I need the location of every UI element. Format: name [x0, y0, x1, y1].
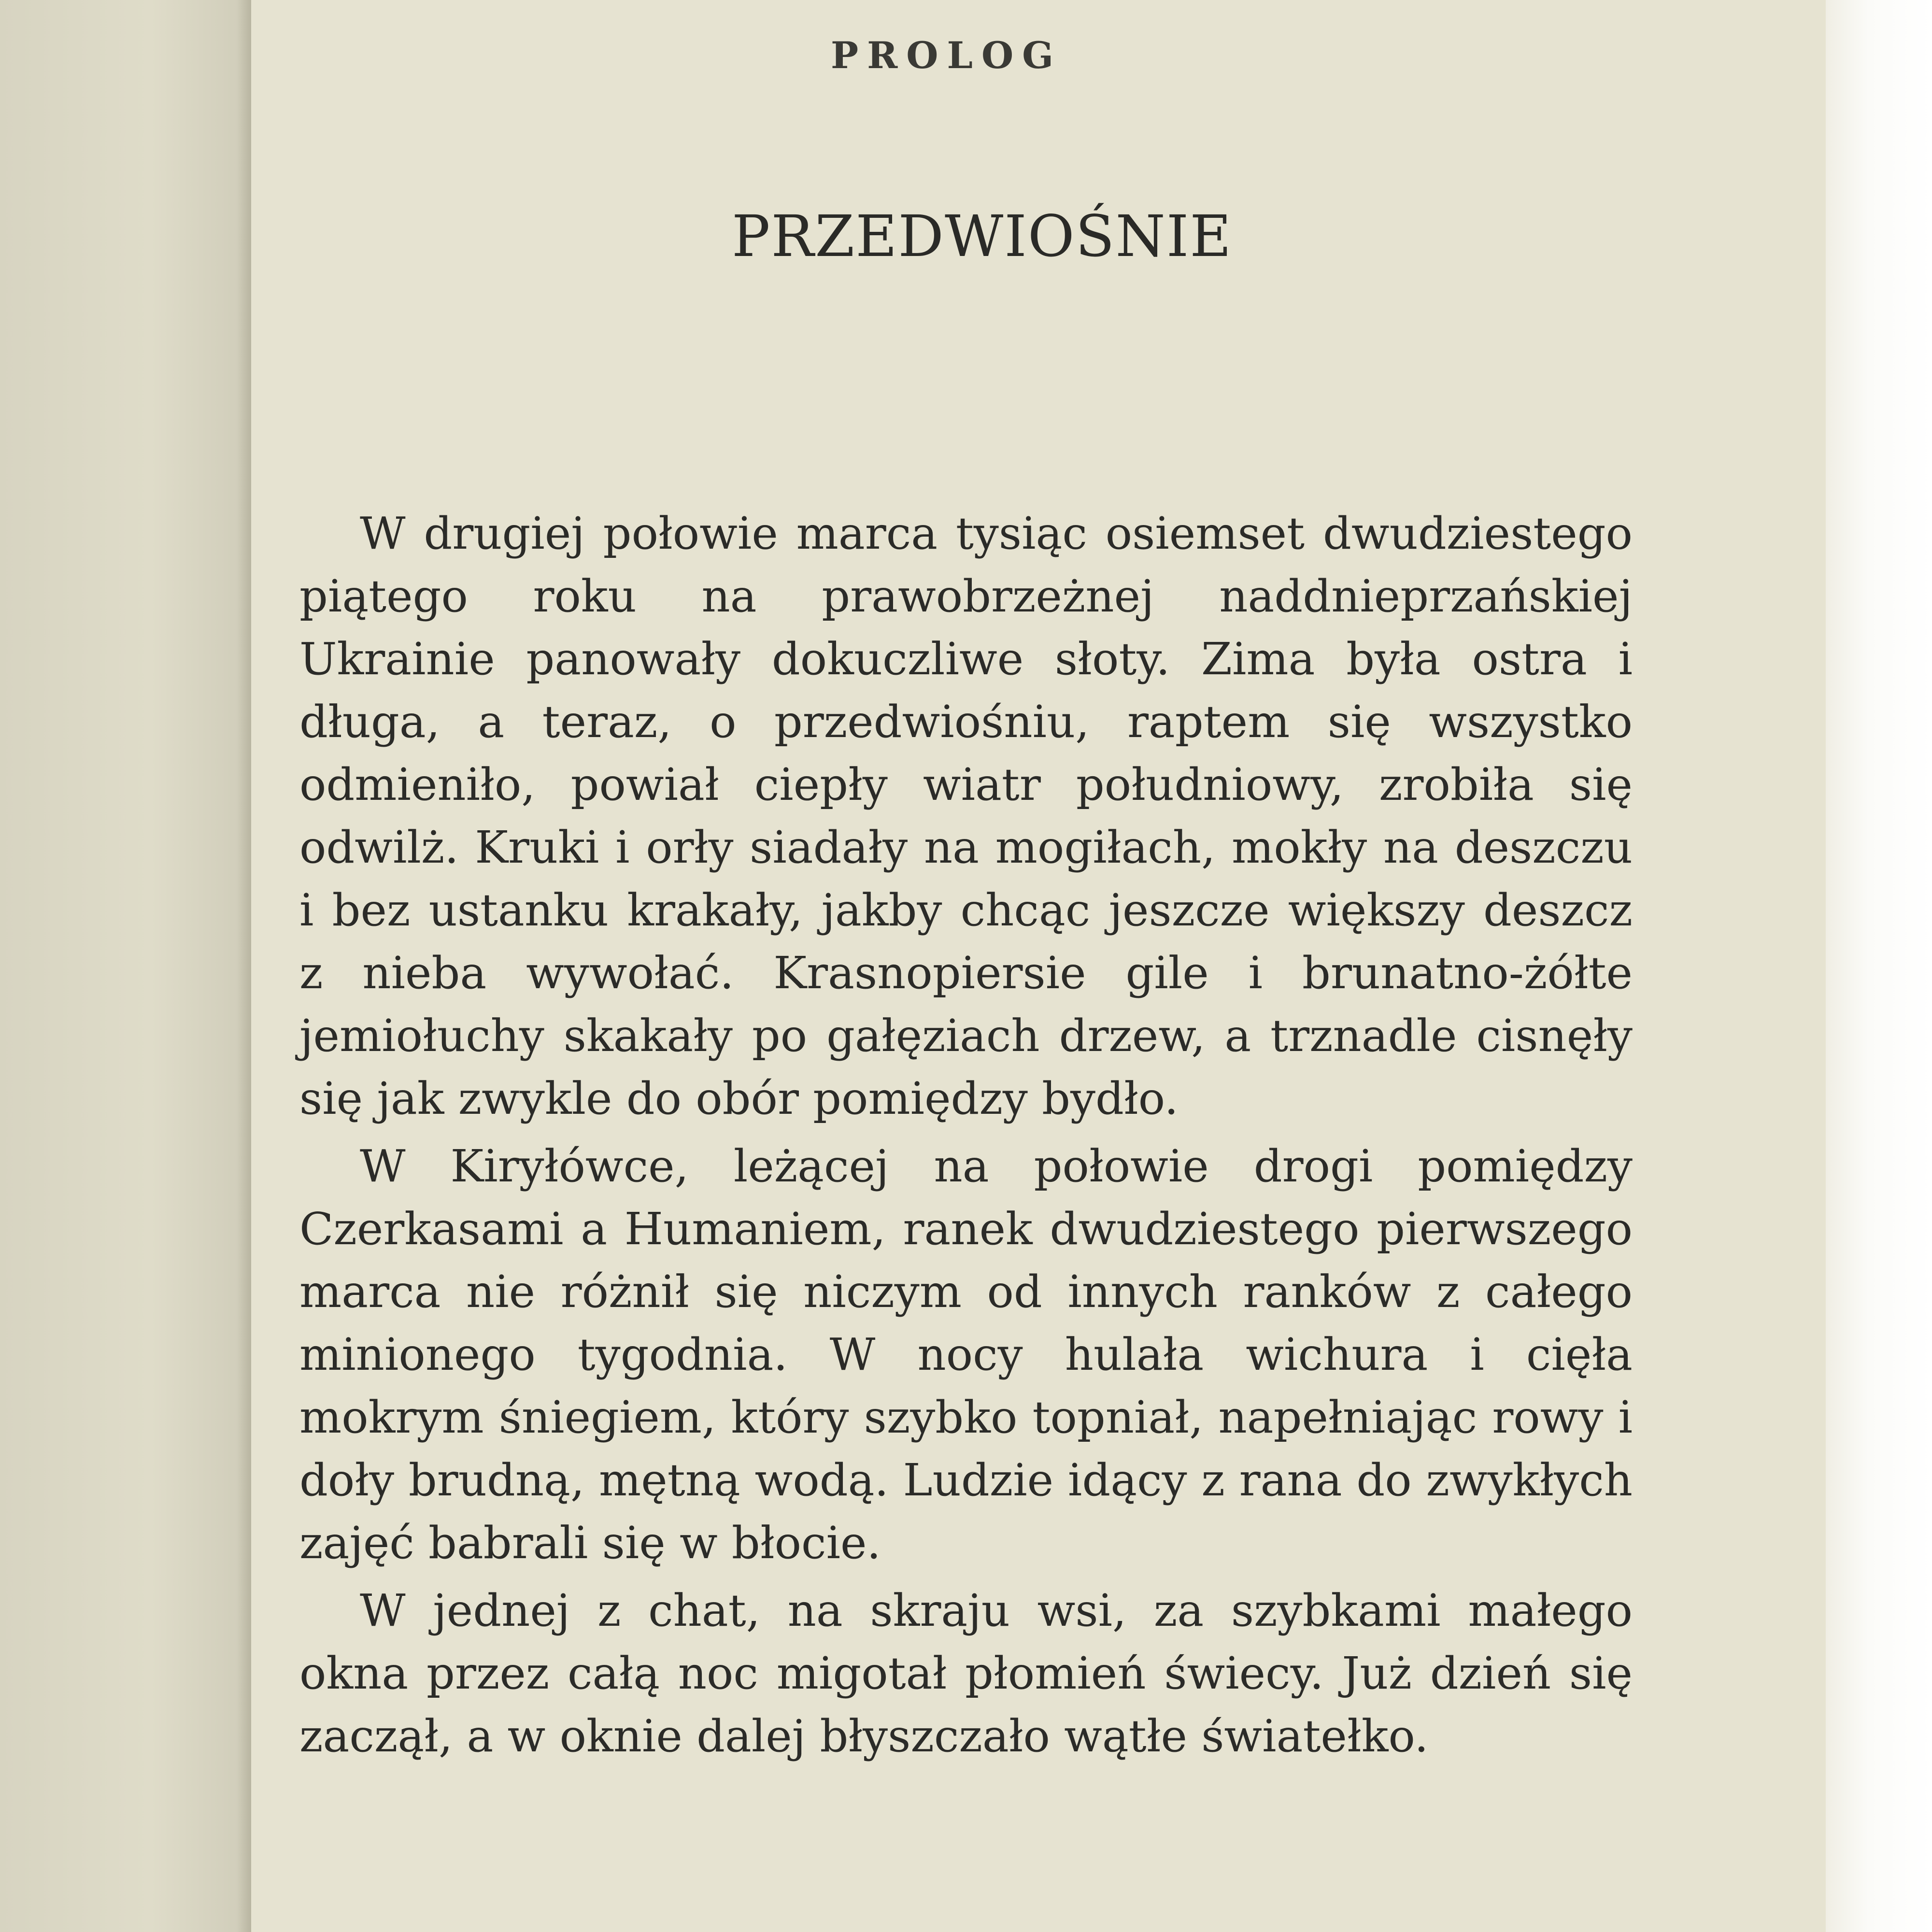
left-page: [0, 0, 251, 1932]
running-head: PROLOG: [831, 34, 1063, 77]
chapter-title: PRZEDWIOŚNIE: [732, 203, 1233, 270]
page-edge: [1826, 0, 1932, 1932]
paragraph-1: W drugiej połowie marca tysiąc osiemset dwudziestego piątego roku na prawobrzeżnej naddnieprzańskiej Ukrainie panowały dokuczliwe słoty. Zima była ostra i długa, a teraz, o przedwiośniu, raptem się wszystko odmieniło, powiał ciepły wiatr południowy, zrobiła się odwilż. Kruki i orły siadały na mogiłach, mokły na deszczu i bez ustanku krakały, jakby chcąc jeszcze większy deszcz z nieba wywołać. Krasnopiersie gile i brunatno-żółte jemiołuchy skakały po gałęziach drzew, a trznadle cisnęły się jak zwykle do obór pomiędzy bydło.: [299, 508, 1633, 1124]
paragraph-3: W jednej z chat, na skraju wsi, za szybkami małego okna przez całą noc migotał płomień świecy. Już dzień się zaczął, a w oknie dalej błyszczało wątłe światełko.: [299, 1585, 1633, 1762]
body-text: [299, 502, 1633, 1773]
paragraph-2: W Kiryłówce, leżącej na połowie drogi pomiędzy Czerkasami a Humaniem, ranek dwudziestego pierwszego marca nie różnił się niczym od innych ranków z całego minionego tygodnia. W nocy hulała wichura i cięła mokrym śniegiem, który szybko topniał, napełniając rowy i doły brudną, mętną wodą. Ludzie idący z rana do zwykłych zajęć babrali się w błocie.: [299, 1140, 1633, 1569]
